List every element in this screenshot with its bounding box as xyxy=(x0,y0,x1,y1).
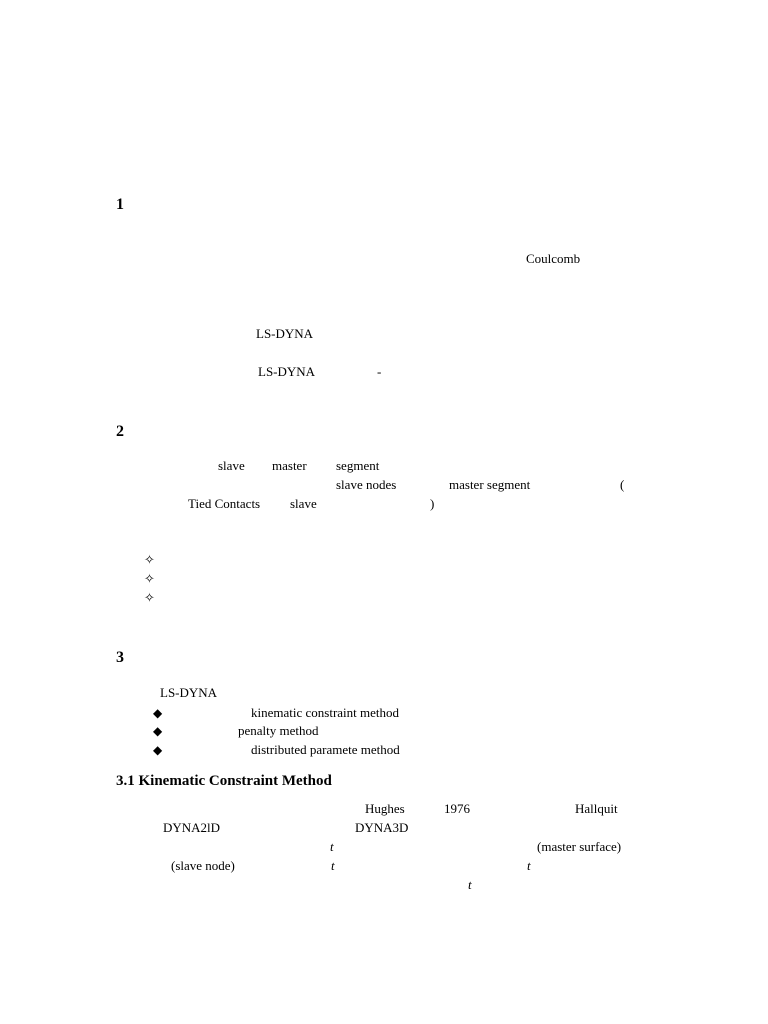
section-2-number: 2 xyxy=(116,423,124,440)
master-surface-text: (master surface) xyxy=(537,839,622,854)
hughes-text: Hughes xyxy=(365,801,405,816)
time-symbol: t xyxy=(331,858,335,873)
year-text: 1976 xyxy=(444,801,470,816)
diamond-icon: ◆ xyxy=(153,706,163,720)
paren-open: ( xyxy=(620,477,625,492)
lsdyna-text-3: LS-DYNA xyxy=(160,685,218,700)
time-symbol: t xyxy=(527,858,531,873)
four-point-star-icon: ✧ xyxy=(144,591,155,606)
hallquit-text: Hallquit xyxy=(575,801,618,816)
slave-node-text: (slave node) xyxy=(171,858,235,873)
time-symbol: t xyxy=(468,877,472,892)
slave-text: slave xyxy=(218,458,245,473)
slave-nodes-text: slave nodes xyxy=(336,477,397,492)
diamond-icon: ◆ xyxy=(153,743,163,757)
section-3-1-heading: 3.1 Kinematic Constraint Method xyxy=(116,773,332,789)
lsdyna-text-2: LS-DYNA xyxy=(258,364,316,379)
segment-text: segment xyxy=(336,458,380,473)
method-penalty: penalty method xyxy=(238,723,319,738)
slave-text-2: slave xyxy=(290,496,317,511)
dash-text: - xyxy=(377,364,382,379)
dyna3d-text: DYNA3D xyxy=(355,820,409,835)
master-text: master xyxy=(272,458,307,473)
paren-close: ) xyxy=(430,496,435,511)
coulomb-text: Coulcomb xyxy=(526,251,581,266)
master-segment-text: master segment xyxy=(449,477,531,492)
lsdyna-text-1: LS-DYNA xyxy=(256,326,314,341)
time-symbol: t xyxy=(330,839,334,854)
dyna2d-text: DYNA2lD xyxy=(163,820,221,835)
method-kinematic: kinematic constraint method xyxy=(251,705,400,720)
section-1-number: 1 xyxy=(116,196,124,213)
method-distributed: distributed paramete method xyxy=(251,742,400,757)
section-3-number: 3 xyxy=(116,649,124,666)
four-point-star-icon: ✧ xyxy=(144,553,155,568)
diamond-icon: ◆ xyxy=(153,724,163,738)
tied-contacts-text: Tied Contacts xyxy=(188,496,261,511)
four-point-star-icon: ✧ xyxy=(144,572,155,587)
